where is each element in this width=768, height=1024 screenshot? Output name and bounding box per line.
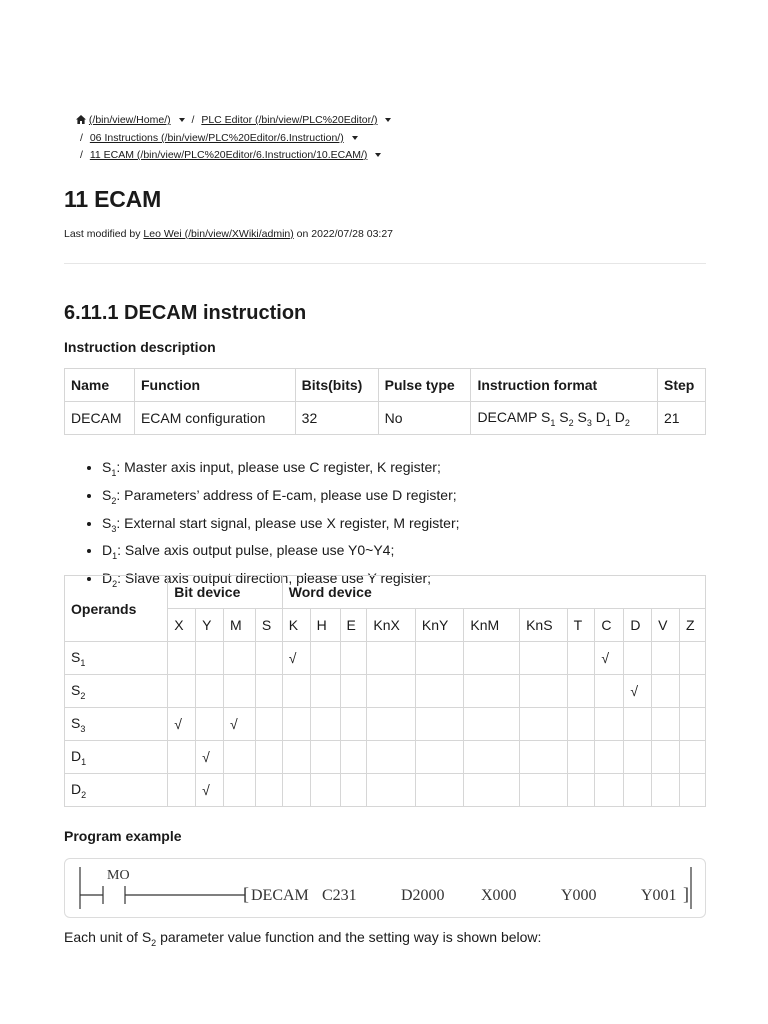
header-operands: Operands — [65, 576, 168, 642]
empty-cell — [464, 675, 520, 708]
check-mark: √ — [196, 774, 224, 807]
table-row — [65, 402, 706, 435]
column-header-z: Z — [680, 609, 706, 642]
empty-cell — [310, 675, 340, 708]
check-mark: √ — [223, 708, 255, 741]
empty-cell — [464, 642, 520, 675]
empty-cell — [340, 774, 367, 807]
check-mark: √ — [624, 675, 652, 708]
empty-cell — [464, 741, 520, 774]
empty-cell — [168, 741, 196, 774]
operand-label: $D_2$ — [65, 774, 168, 807]
empty-cell — [168, 675, 196, 708]
breadcrumb-plc-editor-link[interactable]: PLC Editor (/bin/view/PLC%20Editor/) — [201, 114, 378, 126]
ladder-contact-label: MO — [107, 868, 130, 883]
empty-cell — [282, 675, 310, 708]
list-item: • $D_1$: Salve axis output pulse, please use Y0~Y4; — [102, 539, 460, 567]
empty-cell — [255, 708, 282, 741]
operands-header-row — [65, 576, 706, 609]
header-function: Function — [134, 369, 295, 402]
column-header-x: X — [168, 609, 196, 642]
header-instruction-format: Instruction format — [471, 369, 658, 402]
breadcrumb-line-ecam — [76, 147, 391, 164]
cell-name: DECAM — [65, 402, 135, 435]
empty-cell — [415, 774, 464, 807]
home-icon[interactable] — [76, 113, 86, 130]
empty-cell — [595, 675, 624, 708]
empty-cell — [310, 642, 340, 675]
instruction-description-table — [64, 368, 706, 435]
empty-cell — [367, 774, 416, 807]
empty-cell — [652, 774, 680, 807]
column-header-h: H — [310, 609, 340, 642]
list-item: • $S_3$: External start signal, please use X register, M register; — [102, 512, 460, 540]
ladder-operand-4: Y000 — [561, 887, 597, 904]
list-item: • $S_1$: Master axis input, please use C register, K register; — [102, 456, 460, 484]
check-mark: √ — [196, 741, 224, 774]
ladder-operand-5: Y001 — [641, 887, 677, 904]
empty-cell — [282, 708, 310, 741]
ladder-diagram — [64, 858, 706, 918]
chevron-down-icon[interactable] — [352, 136, 358, 140]
empty-cell — [680, 774, 706, 807]
breadcrumb-line-home — [76, 112, 391, 130]
empty-cell — [652, 675, 680, 708]
empty-cell — [595, 708, 624, 741]
empty-cell — [340, 741, 367, 774]
empty-cell — [415, 642, 464, 675]
empty-cell — [255, 741, 282, 774]
breadcrumb-separator: / — [80, 132, 83, 144]
format-d2: $D_2$ — [614, 408, 630, 428]
modified-date: on 2022/07/28 03:27 — [296, 228, 394, 240]
empty-cell — [652, 642, 680, 675]
operand-label: $S_3$ — [65, 708, 168, 741]
empty-cell — [680, 741, 706, 774]
ladder-operand-1: C231 — [322, 887, 357, 904]
table-row — [65, 675, 706, 708]
caption-prefix: Each unit of — [64, 929, 138, 945]
header-step: Step — [658, 369, 706, 402]
empty-cell — [415, 675, 464, 708]
list-item: • $S_2$: Parameters’ address of E-cam, please use D register; — [102, 484, 460, 512]
check-mark: √ — [282, 642, 310, 675]
column-header-e: E — [340, 609, 367, 642]
cell-function: ECAM configuration — [134, 402, 295, 435]
column-header-kns: KnS — [520, 609, 567, 642]
format-s2: $S_2$ — [559, 408, 574, 428]
table-row — [65, 642, 706, 675]
empty-cell — [595, 774, 624, 807]
header-bit-device: Bit device — [168, 576, 283, 609]
empty-cell — [624, 642, 652, 675]
empty-cell — [255, 774, 282, 807]
modified-prefix: Last modified by — [64, 228, 141, 240]
empty-cell — [367, 741, 416, 774]
empty-cell — [282, 741, 310, 774]
empty-cell — [680, 642, 706, 675]
empty-cell — [464, 708, 520, 741]
column-header-t: T — [567, 609, 595, 642]
check-mark: √ — [168, 708, 196, 741]
header-bits: Bits(bits) — [295, 369, 378, 402]
column-header-s: S — [255, 609, 282, 642]
section-title: 6.11.1 DECAM instruction — [64, 302, 307, 324]
table-header-row — [65, 369, 706, 402]
empty-cell — [624, 741, 652, 774]
empty-cell — [652, 741, 680, 774]
empty-cell — [310, 741, 340, 774]
program-example-heading: Program example — [64, 828, 182, 844]
format-prefix: DECAMP — [477, 408, 538, 425]
breadcrumb-separator: / — [80, 149, 83, 161]
empty-cell — [567, 741, 595, 774]
caption — [64, 929, 541, 948]
format-s1: $S_1$ — [540, 408, 556, 428]
empty-cell — [520, 642, 567, 675]
empty-cell — [223, 774, 255, 807]
svg-text:]: ] — [683, 884, 689, 904]
cell-step: 21 — [658, 402, 706, 435]
empty-cell — [196, 642, 224, 675]
empty-cell — [367, 642, 416, 675]
table-row — [65, 774, 706, 807]
caption-symbol: $S_2$ — [141, 929, 157, 948]
breadcrumb-instructions-link[interactable]: 06 Instructions (/bin/view/PLC%20Editor/6.Instruction/) — [89, 132, 344, 144]
operand-label: $D_1$ — [65, 741, 168, 774]
ladder-operand-2: D2000 — [401, 887, 445, 904]
chevron-down-icon[interactable] — [385, 118, 391, 122]
empty-cell — [196, 675, 224, 708]
cell-pulse: No — [378, 402, 471, 435]
empty-cell — [567, 708, 595, 741]
column-header-knx: KnX — [367, 609, 416, 642]
svg-text:[: [ — [243, 884, 249, 904]
cell-bits: 32 — [295, 402, 378, 435]
empty-cell — [520, 675, 567, 708]
empty-cell — [624, 708, 652, 741]
format-s3: $S_3$ — [577, 408, 592, 428]
breadcrumb-home-link[interactable]: (/bin/view/Home/) — [88, 114, 171, 126]
ladder-svg — [65, 859, 705, 917]
empty-cell — [255, 675, 282, 708]
empty-cell — [464, 774, 520, 807]
table-row — [65, 741, 706, 774]
empty-cell — [567, 642, 595, 675]
table-row — [65, 708, 706, 741]
breadcrumb-line-instructions — [76, 130, 391, 147]
empty-cell — [652, 708, 680, 741]
empty-cell — [196, 708, 224, 741]
empty-cell — [680, 708, 706, 741]
empty-cell — [567, 675, 595, 708]
empty-cell — [520, 741, 567, 774]
empty-cell — [168, 642, 196, 675]
last-modified — [64, 228, 393, 240]
empty-cell — [367, 708, 416, 741]
page-title: 11 ECAM — [64, 186, 162, 212]
empty-cell — [340, 675, 367, 708]
empty-cell — [567, 774, 595, 807]
empty-cell — [595, 741, 624, 774]
instruction-description-heading: Instruction description — [64, 339, 216, 355]
empty-cell — [255, 642, 282, 675]
empty-cell — [415, 741, 464, 774]
header-name: Name — [65, 369, 135, 402]
empty-cell — [340, 642, 367, 675]
operand-label: $S_1$ — [65, 642, 168, 675]
column-header-knm: KnM — [464, 609, 520, 642]
cell-format — [471, 402, 658, 435]
empty-cell — [415, 708, 464, 741]
list-item: • $D_2$: Slave axis output direction, please use Y register; — [102, 567, 460, 595]
empty-cell — [223, 675, 255, 708]
column-header-m: M — [223, 609, 255, 642]
breadcrumb-ecam-link[interactable]: 11 ECAM (/bin/view/PLC%20Editor/6.Instruction/10.ECAM/) — [89, 149, 368, 161]
operands-table — [64, 575, 706, 807]
author-link[interactable]: Leo Wei (/bin/view/XWiki/admin) — [143, 228, 294, 240]
empty-cell — [223, 741, 255, 774]
column-header-k: K — [282, 609, 310, 642]
empty-cell — [310, 708, 340, 741]
breadcrumb-separator: / — [191, 114, 195, 126]
operand-label: $S_2$ — [65, 675, 168, 708]
empty-cell — [680, 675, 706, 708]
column-header-y: Y — [196, 609, 224, 642]
chevron-down-icon[interactable] — [179, 118, 185, 122]
empty-cell — [310, 774, 340, 807]
ladder-instruction: DECAM — [251, 887, 309, 904]
column-header-c: C — [595, 609, 624, 642]
check-mark: √ — [595, 642, 624, 675]
empty-cell — [282, 774, 310, 807]
header-pulse-type: Pulse type — [378, 369, 471, 402]
caption-suffix: parameter value function and the setting way is shown below: — [160, 929, 542, 945]
empty-cell — [340, 708, 367, 741]
empty-cell — [168, 774, 196, 807]
empty-cell — [367, 675, 416, 708]
divider — [64, 263, 706, 264]
header-word-device: Word device — [282, 576, 705, 609]
column-header-kny: KnY — [415, 609, 464, 642]
ladder-operand-3: X000 — [481, 887, 517, 904]
format-d1: $D_1$ — [595, 408, 611, 428]
chevron-down-icon[interactable] — [375, 153, 381, 157]
empty-cell — [624, 774, 652, 807]
empty-cell — [223, 642, 255, 675]
breadcrumb — [76, 112, 391, 164]
empty-cell — [520, 774, 567, 807]
empty-cell — [520, 708, 567, 741]
column-header-v: V — [652, 609, 680, 642]
column-header-d: D — [624, 609, 652, 642]
